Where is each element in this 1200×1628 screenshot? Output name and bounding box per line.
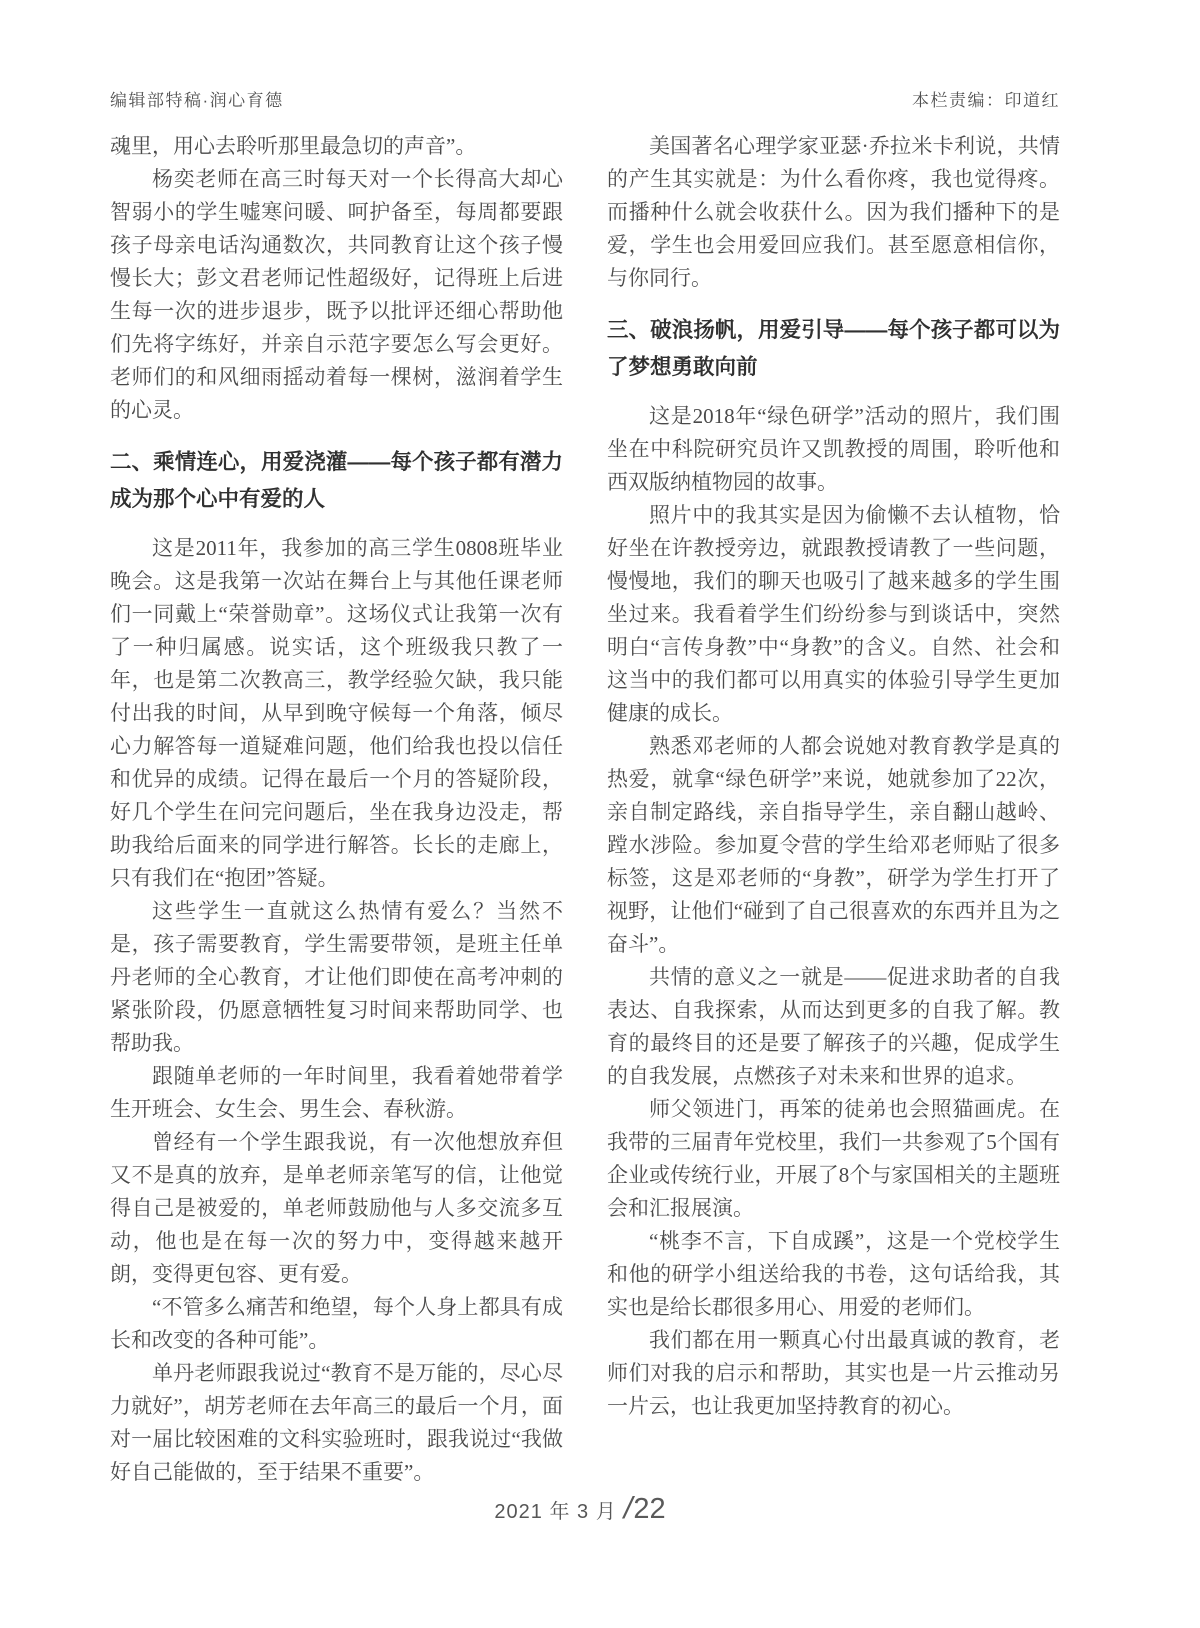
paragraph: 美国著名心理学家亚瑟·乔拉米卡利说，共情的产生其实就是：为什么看你疼，我也觉得疼。而播种什么就会收获什么。因为我们播种下的是爱，学生也会用爱回应我们。甚至愿意相信你，与你同行。	[607, 134, 1060, 290]
paragraph: 熟悉邓老师的人都会说她对教育教学是真的热爱，就拿“绿色研学”来说，她就参加了22次，亲自制定路线，亲自指导学生，亲自翻山越岭、蹚水涉险。参加夏令营的学生给邓老师贴了很多标签，这是邓老师的“身教”，研学为学生打开了视野，让他们“碰到了自己很喜欢的东西并且为之奋斗”。	[607, 734, 1060, 956]
folio-slash: /	[623, 1490, 633, 1525]
footer-folio	[494, 1490, 665, 1526]
paragraph: 这是2011年，我参加的高三学生0808班毕业晚会。这是我第一次站在舞台上与其他任课老师们一同戴上“荣誉勋章”。这场仪式让我第一次有了一种归属感。说实话，这个班级我只教了一年，也是第二次教高三，教学经验欠缺，我只能付出我的时间，从早到晚守候每一个角落，倾尽心力解答每一道疑难问题，他们给我也投以信任和优异的成绩。记得在最后一个月的答疑阶段，好几个学生在问完问题后，坐在我身边没走，帮助我给后面来的同学进行解答。长长的走廊上，只有我们在“抱团”答疑。	[110, 536, 563, 890]
section-heading-2: 二、乘情连心，用爱浇灌——每个孩子都有潜力成为那个心中有爱的人	[110, 450, 563, 511]
paragraph: 这是2018年“绿色研学”活动的照片，我们围坐在中科院研究员许又凯教授的周围，聆听他和西双版纳植物园的故事。	[607, 404, 1060, 494]
section-heading-3: 三、破浪扬帆，用爱引导——每个孩子都可以为了梦想勇敢向前	[607, 318, 1060, 379]
paragraph: 共情的意义之一就是——促进求助者的自我表达、自我探索，从而达到更多的自我了解。教育的最终目的还是要了解孩子的兴趣，促成学生的自我发展，点燃孩子对未来和世界的追求。	[607, 965, 1060, 1088]
paragraph: 单丹老师跟我说过“教育不是万能的，尽心尽力就好”，胡芳老师在去年高三的最后一个月，面对一届比较困难的文科实验班时，跟我说过“我做好自己能做的，至于结果不重要”。	[110, 1361, 563, 1484]
page-number: 22	[633, 1493, 666, 1525]
article-body	[110, 130, 1060, 1489]
issue-date-label: 2021 年 3 月	[494, 1501, 617, 1523]
paragraph-quote: “不管多么痛苦和绝望，每个人身上都具有成长和改变的各种可能”。	[110, 1295, 563, 1352]
right-column	[607, 130, 1060, 1489]
paragraph: 师父领进门，再笨的徒弟也会照猫画虎。在我带的三届青年党校里，我们一共参观了5个国有企业或传统行业，开展了8个与家国相关的主题班会和汇报展演。	[607, 1097, 1060, 1220]
paragraph-continuation: 魂里，用心去聆听那里最急切的声音”。	[110, 134, 477, 158]
paragraph: 曾经有一个学生跟我说，有一次他想放弃但又不是真的放弃，是单老师亲笔写的信，让他觉得自己是被爱的，单老师鼓励他与人多交流多互动，他也是在每一次的努力中，变得越来越开朗，变得更包容、更有爱。	[110, 1130, 563, 1286]
left-column	[110, 130, 563, 1489]
paragraph: 这些学生一直就这么热情有爱么？当然不是，孩子需要教育，学生需要带领，是班主任单丹老师的全心教育，才让他们即使在高考冲刺的紧张阶段，仍愿意牺牲复习时间来帮助同学、也帮助我。	[110, 899, 563, 1055]
editor-credit-label: 本栏责编：印道红	[912, 91, 1060, 110]
page-footer	[0, 1490, 1200, 1526]
column-title-label: 编辑部特稿·润心育德	[110, 91, 284, 110]
paragraph: 我们都在用一颗真心付出最真诚的教育，老师们对我的启示和帮助，其实也是一片云推动另一片云，也让我更加坚持教育的初心。	[607, 1328, 1060, 1418]
page-header	[110, 86, 1060, 111]
paragraph: 杨奕老师在高三时每天对一个长得高大却心智弱小的学生嘘寒问暖、呵护备至，每周都要跟孩子母亲电话沟通数次，共同教育让这个孩子慢慢长大；彭文君老师记性超级好，记得班上后进生每一次的进步退步，既予以批评还细心帮助他们先将字练好，并亲自示范字要怎么写会更好。老师们的和风细雨摇动着每一棵树，滋润着学生的心灵。	[110, 167, 563, 422]
paragraph: 跟随单老师的一年时间里，我看着她带着学生开班会、女生会、男生会、春秋游。	[110, 1064, 563, 1121]
paragraph: 照片中的我其实是因为偷懒不去认植物，恰好坐在许教授旁边，就跟教授请教了一些问题，慢慢地，我们的聊天也吸引了越来越多的学生围坐过来。我看着学生们纷纷参与到谈话中，突然明白“言传身教”中“身教”的含义。自然、社会和这当中的我们都可以用真实的体验引导学生更加健康的成长。	[607, 503, 1060, 725]
paragraph-quote: “桃李不言，下自成蹊”，这是一个党校学生和他的研学小组送给我的书卷，这句话给我，其实也是给长郡很多用心、用爱的老师们。	[607, 1229, 1060, 1319]
